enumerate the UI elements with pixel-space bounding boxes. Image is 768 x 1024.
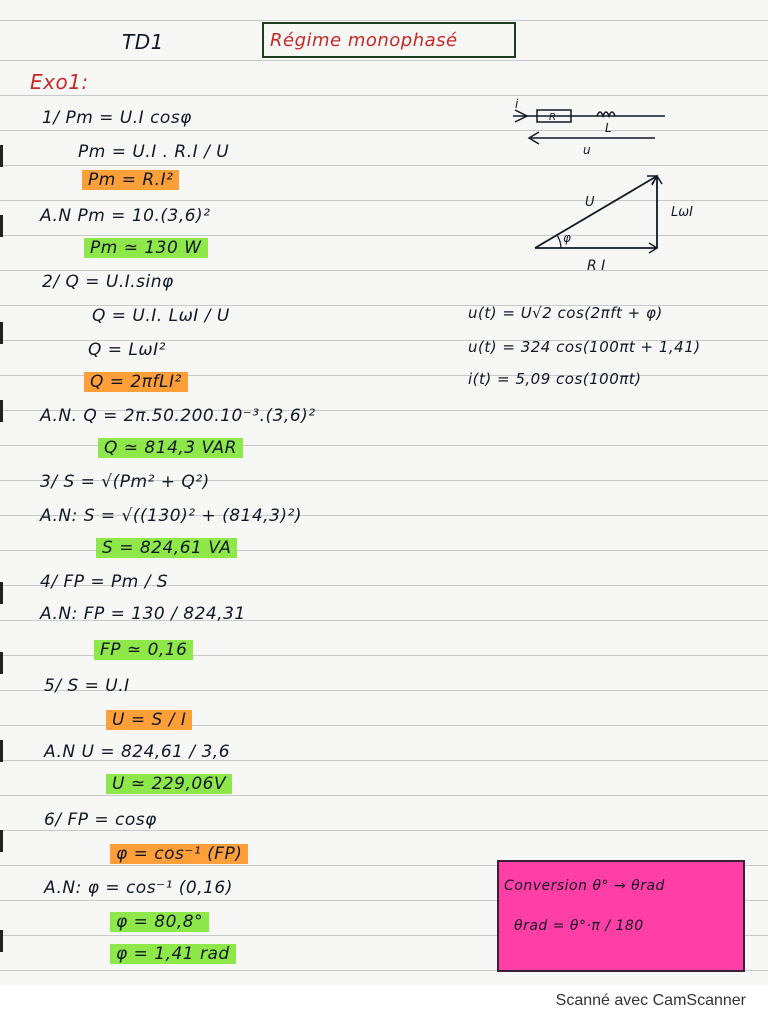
answer-line: 1/ Pm = U.I cosφ: [42, 108, 192, 128]
conversion-box: [497, 860, 745, 972]
answer-line: 6/ FP = cosφ: [44, 810, 157, 830]
answer-line: A.N Pm = 10.(3,6)²: [40, 206, 211, 226]
angle-arc: [557, 235, 561, 248]
exercise-label: Exo1:: [30, 70, 89, 94]
edge-mark: [0, 215, 3, 237]
answer-line: Q = U.I. LωI / U: [92, 306, 230, 326]
edge-mark: [0, 930, 3, 952]
circuit-i-label: i: [515, 98, 519, 111]
answer-line: Pm ≃ 130 W: [84, 238, 208, 258]
voltage-numeric: u(t) = 324 cos(100πt + 1,41): [468, 338, 701, 356]
answer-line: φ = cos⁻¹ (FP): [110, 844, 248, 864]
triangle-angle-label: φ: [563, 231, 571, 245]
answer-line: 3/ S = √(Pm² + Q²): [40, 472, 210, 492]
answer-line: 2/ Q = U.I.sinφ: [42, 272, 174, 292]
edge-mark: [0, 145, 3, 167]
answer-line: A.N: φ = cos⁻¹ (0,16): [44, 878, 233, 898]
answer-line: Pm = U.I . R.I / U: [78, 142, 230, 162]
answer-line: A.N U = 824,61 / 3,6: [44, 742, 231, 762]
edge-mark: [0, 830, 3, 852]
edge-mark: [0, 740, 3, 762]
current-expression: i(t) = 5,09 cos(100πt): [468, 370, 642, 388]
scanner-watermark: Scanné avec CamScanner: [555, 992, 746, 1009]
edge-mark: [0, 582, 3, 604]
page-title: Régime monophasé: [270, 30, 458, 51]
answer-line: U = S / I: [106, 710, 192, 730]
circuit-r-label: R: [549, 112, 556, 123]
triangle-hypotenuse: [535, 176, 657, 248]
answer-line: A.N: S = √((130)² + (814,3)²): [40, 506, 302, 526]
edge-mark: [0, 652, 3, 674]
answer-line: Q = LωI²: [88, 340, 166, 360]
answer-line: Q ≃ 814,3 VAR: [98, 438, 243, 458]
edge-mark: [0, 400, 3, 422]
conversion-line-1: Conversion θ° → θrad: [504, 878, 665, 894]
triangle-vert-label: LωI: [671, 205, 693, 220]
answer-line: 5/ S = U.I: [44, 676, 130, 696]
answer-line: Q = 2πfLI²: [84, 372, 188, 392]
triangle-base-label: R I: [587, 258, 606, 274]
edge-mark: [0, 322, 3, 344]
answer-line: U ≃ 229,06V: [106, 774, 232, 794]
answer-line: φ = 1,41 rad: [110, 944, 236, 964]
td-label: TD1: [122, 30, 164, 54]
conversion-line-2: θrad = θ°·π / 180: [514, 918, 644, 934]
answer-line: 4/ FP = Pm / S: [40, 572, 169, 592]
answer-line: φ = 80,8°: [110, 912, 209, 932]
voltage-expression: u(t) = U√2 cos(2πft + φ): [468, 304, 663, 322]
triangle-hyp-label: U: [585, 195, 595, 210]
circuit-u-label: u: [583, 143, 591, 157]
answer-line: S = 824,61 VA: [96, 538, 237, 558]
answer-line: Pm = R.I²: [82, 170, 179, 190]
answer-line: A.N: FP = 130 / 824,31: [40, 604, 246, 624]
answer-line: A.N. Q = 2π.50.200.10⁻³.(3,6)²: [40, 406, 316, 426]
phasor-diagram: [505, 98, 745, 278]
circuit-l-label: L: [605, 121, 612, 135]
answer-line: FP ≃ 0,16: [94, 640, 193, 660]
